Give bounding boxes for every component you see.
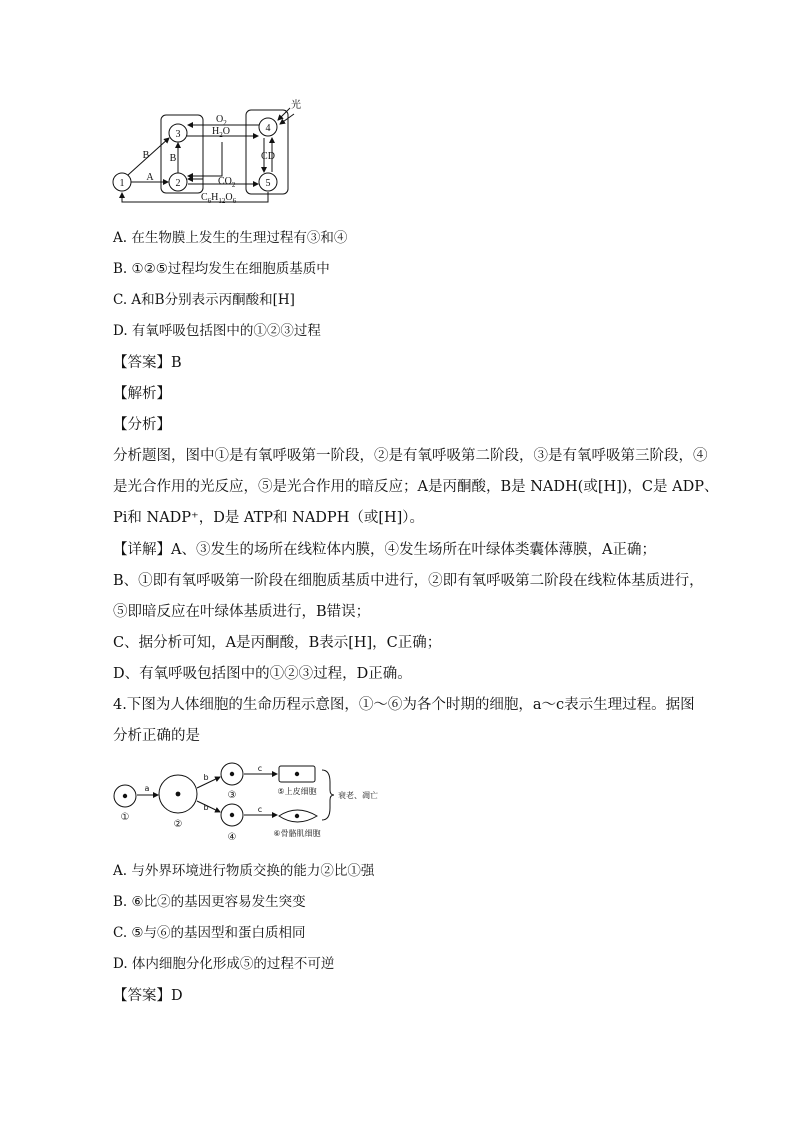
q3-option-d: D. 有氧呼吸包括图中的①②③过程: [113, 323, 321, 339]
q3-detail-line-3: ⑤即暗反应在叶绿体基质进行，B错误；: [113, 604, 371, 620]
q3-detail-line-1: 【详解】A、③发生的场所在线粒体内膜，④发生场所在叶绿体类囊体薄膜，A正确；: [113, 542, 656, 558]
cell-4-label: ④: [227, 832, 237, 843]
label-O2: $O_2$: [216, 114, 227, 127]
node-2-label: 2: [175, 178, 181, 189]
node-1-label: 1: [119, 178, 125, 189]
metabolism-diagram: [108, 98, 328, 208]
label-B-2: B: [169, 153, 177, 164]
node-4-label: 4: [265, 123, 271, 134]
label-c-1: c: [257, 764, 263, 773]
label-b-2: b: [203, 803, 209, 812]
q4-stem-line-1: 4.下图为人体细胞的生命历程示意图，①～⑥为各个时期的细胞，a～c表示生理过程。据图: [113, 697, 695, 713]
q3-option-a: A. 在生物膜上发生的生理过程有③和④: [113, 230, 348, 246]
label-CO2: $CO_2$: [218, 176, 236, 189]
q3-detail-line-5: D、有氧呼吸包括图中的①②③过程，D正确。: [113, 666, 412, 682]
q4-option-b: B. ⑥比②的基因更容易发生突变: [113, 894, 306, 910]
label-B-1: B: [142, 150, 150, 161]
q3-jiexi-heading: 【解析】: [113, 386, 171, 402]
mitochondria-box: [161, 115, 203, 193]
q4-option-d: D. 体内细胞分化形成⑤的过程不可逆: [113, 956, 335, 972]
label-a: a: [144, 784, 150, 793]
q3-detail-line-4: C、据分析可知，A是丙酮酸，B表示[H]，C正确；: [113, 635, 442, 651]
cell-3-label: ③: [227, 790, 237, 801]
label-b-1: b: [203, 773, 209, 782]
node-5-label: 5: [265, 178, 271, 189]
label-A: A: [146, 172, 154, 183]
q3-option-c: C. A和B分别表示丙酮酸和[H]: [113, 292, 295, 308]
q3-analysis-line-2: 是光合作用的光反应，⑤是光合作用的暗反应；A是丙酮酸，B是 NADH(或[H])，C是 ADP、: [113, 479, 719, 495]
muscle-label: ⑥骨骼肌细胞: [273, 829, 321, 838]
label-H2O: $H_2O$: [212, 126, 230, 139]
q4-option-c: C. ⑤与⑥的基因型和蛋白质相同: [113, 925, 306, 941]
aging-label: 衰老、凋亡: [338, 791, 378, 800]
q4-option-a: A. 与外界环境进行物质交换的能力②比①强: [113, 863, 375, 879]
q3-fenxi-heading: 【分析】: [113, 417, 171, 433]
label-light: 光: [291, 100, 301, 111]
label-glucose: $C_6H_{12}O_6$: [201, 192, 237, 205]
node-3-label: 3: [175, 129, 181, 140]
q3-analysis-line-1: 分析题图，图中①是有氧呼吸第一阶段，②是有氧呼吸第二阶段，③是有氧呼吸第三阶段，④: [113, 448, 708, 464]
label-CD: CD: [261, 151, 275, 162]
q3-analysis-line-3: Pi和 NADP⁺，D是 ATP和 NADPH（或[H]）。: [113, 510, 425, 526]
q3-answer: 【答案】B: [113, 355, 182, 371]
epithelial-label: ⑤上皮细胞: [277, 787, 317, 796]
cell-history-diagram: [108, 758, 398, 843]
q4-answer: 【答案】D: [113, 988, 183, 1004]
cell-2-label: ②: [173, 819, 183, 830]
q3-option-b: B. ①②⑤过程均发生在细胞质基质中: [113, 261, 330, 277]
label-c-2: c: [257, 805, 263, 814]
cell-1-label: ①: [120, 812, 130, 823]
q4-stem-line-2: 分析正确的是: [113, 728, 200, 744]
q3-detail-line-2: B、①即有氧呼吸第一阶段在细胞质基质中进行，②即有氧呼吸第二阶段在线粒体基质进行，: [113, 573, 704, 589]
